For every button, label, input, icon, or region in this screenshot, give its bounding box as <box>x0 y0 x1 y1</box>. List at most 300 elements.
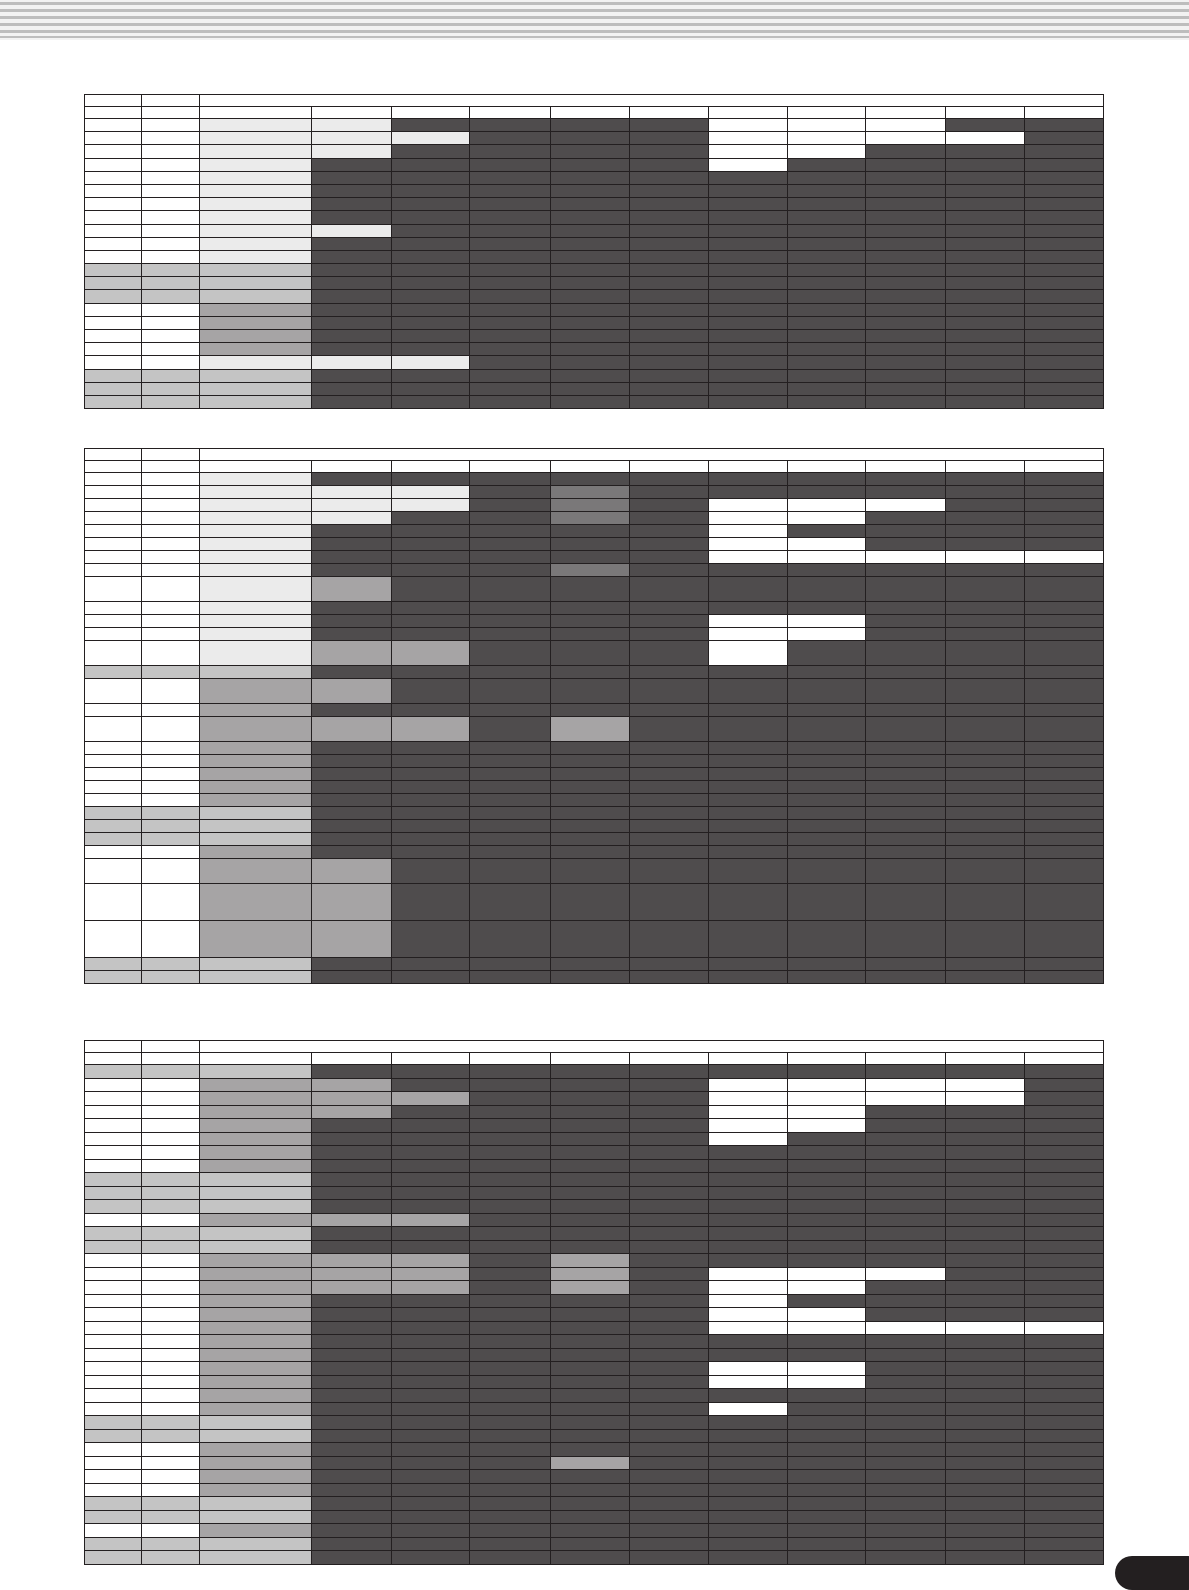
table-cell <box>470 628 550 641</box>
table-cell <box>1025 755 1104 768</box>
table-cell <box>866 1321 945 1335</box>
table-cell <box>312 1294 391 1308</box>
table-cell <box>550 119 629 132</box>
column-header-cell <box>199 461 312 473</box>
table-cell <box>312 602 391 615</box>
table-cell <box>391 525 469 538</box>
table-cell <box>550 1227 629 1241</box>
table-cell <box>945 794 1024 807</box>
table-cell <box>945 1551 1024 1565</box>
table-cell <box>142 768 199 781</box>
table-cell <box>945 473 1024 486</box>
column-header-cell <box>550 107 629 119</box>
table-cell <box>787 486 865 499</box>
table-cell <box>708 237 787 250</box>
table-cell <box>142 1551 199 1565</box>
table-cell <box>945 277 1024 290</box>
table-cell <box>391 1443 469 1457</box>
column-header-cell <box>945 461 1024 473</box>
table-cell <box>470 1078 550 1092</box>
table-cell <box>866 1375 945 1389</box>
table-cell <box>199 395 312 408</box>
table-cell <box>1025 1294 1104 1308</box>
table-header-cell <box>199 1041 1103 1053</box>
table-cell <box>945 224 1024 237</box>
table-cell <box>391 264 469 277</box>
table-cell <box>787 198 865 211</box>
table-cell <box>787 356 865 369</box>
table-cell <box>550 768 629 781</box>
table-cell <box>708 846 787 859</box>
table-title-row <box>85 449 1104 461</box>
table-row <box>85 921 1104 958</box>
table-cell <box>866 1105 945 1119</box>
table-cell <box>391 1294 469 1308</box>
table-cell <box>199 1537 312 1551</box>
table-cell <box>708 768 787 781</box>
table-cell <box>312 486 391 499</box>
table-row <box>85 679 1104 704</box>
table-cell <box>391 1281 469 1295</box>
table-cell <box>1025 277 1104 290</box>
column-header-cell <box>199 1053 312 1065</box>
table-cell <box>550 1308 629 1322</box>
table-cell <box>1025 679 1104 704</box>
table-cell <box>1025 145 1104 158</box>
table-cell <box>550 184 629 197</box>
table-cell <box>142 1186 199 1200</box>
table-cell <box>866 1200 945 1214</box>
table-cell <box>1025 1105 1104 1119</box>
table-cell <box>470 1537 550 1551</box>
table-cell <box>550 755 629 768</box>
table-cell <box>85 237 142 250</box>
table-cell <box>470 525 550 538</box>
table-cell <box>550 158 629 171</box>
table-cell <box>708 395 787 408</box>
page-number-tab <box>1115 1556 1189 1590</box>
table-cell <box>945 564 1024 577</box>
table-cell <box>630 1524 708 1538</box>
table-cell <box>945 1402 1024 1416</box>
table-cell <box>1025 641 1104 666</box>
table-cell <box>630 303 708 316</box>
table-row <box>85 290 1104 303</box>
table-cell <box>787 1281 865 1295</box>
table-cell <box>787 679 865 704</box>
table-cell <box>945 525 1024 538</box>
table-header-cell <box>85 95 142 107</box>
table-cell <box>708 1132 787 1146</box>
table-cell <box>945 1132 1024 1146</box>
table-cell <box>470 1321 550 1335</box>
table-cell <box>391 250 469 263</box>
table-cell <box>312 264 391 277</box>
table-row <box>85 316 1104 329</box>
table-cell <box>1025 303 1104 316</box>
table-cell <box>142 486 199 499</box>
table-row <box>85 1551 1104 1565</box>
table-cell <box>1025 1524 1104 1538</box>
table-cell <box>866 369 945 382</box>
table-cell <box>945 382 1024 395</box>
table-cell <box>470 158 550 171</box>
table-cell <box>550 1497 629 1511</box>
table-row <box>85 499 1104 512</box>
table-cell <box>1025 1159 1104 1173</box>
column-header-cell <box>391 1053 469 1065</box>
table-cell <box>1025 1348 1104 1362</box>
table-cell <box>391 717 469 742</box>
table-cell <box>708 303 787 316</box>
table-cell <box>708 1362 787 1376</box>
table-cell <box>787 330 865 343</box>
table-row <box>85 1443 1104 1457</box>
table-cell <box>142 1510 199 1524</box>
table-cell <box>85 1470 142 1484</box>
table-cell <box>550 330 629 343</box>
table-cell <box>708 316 787 329</box>
table-row <box>85 250 1104 263</box>
table-cell <box>85 921 142 958</box>
table-cell <box>630 1294 708 1308</box>
table-cell <box>866 1389 945 1403</box>
table-cell <box>550 833 629 846</box>
table-cell <box>199 641 312 666</box>
table-cell <box>787 768 865 781</box>
table-cell <box>1025 666 1104 679</box>
table-cell <box>312 615 391 628</box>
table-cell <box>85 1078 142 1092</box>
table-cell <box>787 1186 865 1200</box>
table-cell <box>470 768 550 781</box>
table-cell <box>945 1537 1024 1551</box>
table-cell <box>470 1429 550 1443</box>
table-cell <box>708 628 787 641</box>
column-header-cell <box>708 107 787 119</box>
table-cell <box>945 884 1024 921</box>
table-cell <box>312 820 391 833</box>
table-cell <box>945 628 1024 641</box>
table-cell <box>470 1254 550 1268</box>
table-cell <box>945 184 1024 197</box>
table-cell <box>1025 473 1104 486</box>
table-cell <box>787 833 865 846</box>
table-cell <box>199 316 312 329</box>
table-cell <box>1025 132 1104 145</box>
table-cell <box>787 628 865 641</box>
table-cell <box>630 277 708 290</box>
table-cell <box>470 369 550 382</box>
table-row <box>85 820 1104 833</box>
table-cell <box>312 958 391 971</box>
table-cell <box>391 171 469 184</box>
table-cell <box>199 1173 312 1187</box>
table-cell <box>630 486 708 499</box>
table-cell <box>866 1173 945 1187</box>
table-cell <box>866 564 945 577</box>
table-cell <box>787 132 865 145</box>
table-cell <box>85 132 142 145</box>
table-cell <box>945 577 1024 602</box>
table-cell <box>787 1308 865 1322</box>
table-row <box>85 356 1104 369</box>
table-cell <box>391 704 469 717</box>
table-cell <box>199 1146 312 1160</box>
table-cell <box>866 859 945 884</box>
table-cell <box>630 343 708 356</box>
table-cell <box>142 250 199 263</box>
table-cell <box>708 473 787 486</box>
header-stripes <box>0 0 1189 40</box>
table-row <box>85 564 1104 577</box>
table-cell <box>312 224 391 237</box>
table-cell <box>1025 250 1104 263</box>
table-cell <box>142 1092 199 1106</box>
table-cell <box>630 1456 708 1470</box>
table-cell <box>866 958 945 971</box>
table-row <box>85 1497 1104 1511</box>
table-cell <box>1025 1146 1104 1160</box>
table-cell <box>312 1416 391 1430</box>
table-cell <box>866 551 945 564</box>
table-cell <box>787 755 865 768</box>
table-cell <box>866 277 945 290</box>
table-cell <box>85 1092 142 1106</box>
table-cell <box>630 1105 708 1119</box>
table-cell <box>550 343 629 356</box>
table-cell <box>945 1173 1024 1187</box>
table-cell <box>391 1065 469 1079</box>
table-cell <box>550 512 629 525</box>
table-cell <box>1025 1510 1104 1524</box>
table-cell <box>142 1078 199 1092</box>
table-cell <box>470 1470 550 1484</box>
table-cell <box>312 237 391 250</box>
table-cell <box>945 1348 1024 1362</box>
table-cell <box>787 1092 865 1106</box>
table-cell <box>708 1470 787 1484</box>
table-cell <box>470 1348 550 1362</box>
table-cell <box>866 303 945 316</box>
table-cell <box>945 250 1024 263</box>
column-header-cell <box>470 107 550 119</box>
table-cell <box>470 486 550 499</box>
table-cell <box>312 369 391 382</box>
table-cell <box>142 679 199 704</box>
table-cell <box>470 512 550 525</box>
table-cell <box>470 303 550 316</box>
table-cell <box>142 369 199 382</box>
table-cell <box>630 369 708 382</box>
table-cell <box>1025 382 1104 395</box>
table-cell <box>708 250 787 263</box>
table-cell <box>945 820 1024 833</box>
table-cell <box>945 1524 1024 1538</box>
table-row <box>85 717 1104 742</box>
table-cell <box>866 884 945 921</box>
table-cell <box>391 1402 469 1416</box>
table-cell <box>866 704 945 717</box>
table-cell <box>787 184 865 197</box>
table-cell <box>391 224 469 237</box>
table-cell <box>787 1497 865 1511</box>
table-cell <box>787 859 865 884</box>
table-cell <box>945 1092 1024 1106</box>
table-cell <box>630 198 708 211</box>
table-cell <box>199 768 312 781</box>
table-cell <box>945 1213 1024 1227</box>
table-cell <box>866 237 945 250</box>
table-cell <box>199 198 312 211</box>
table-cell <box>199 564 312 577</box>
table-cell <box>866 145 945 158</box>
table-cell <box>550 211 629 224</box>
table-cell <box>550 525 629 538</box>
table-cell <box>199 1267 312 1281</box>
table-cell <box>866 1119 945 1133</box>
table-cell <box>391 211 469 224</box>
table-cell <box>787 742 865 755</box>
table-row <box>85 807 1104 820</box>
table-cell <box>85 1551 142 1565</box>
table-cell <box>945 290 1024 303</box>
table-cell <box>142 1308 199 1322</box>
table-cell <box>708 1227 787 1241</box>
table-cell <box>630 1551 708 1565</box>
table-cell <box>630 1470 708 1484</box>
table-cell <box>1025 1078 1104 1092</box>
table-cell <box>85 395 142 408</box>
header-stripe <box>0 23 1189 26</box>
table-cell <box>866 1092 945 1106</box>
table-cell <box>630 1078 708 1092</box>
table-cell <box>85 512 142 525</box>
table-cell <box>391 1456 469 1470</box>
table-cell <box>199 499 312 512</box>
table-cell <box>708 884 787 921</box>
table-cell <box>630 119 708 132</box>
table-cell <box>630 679 708 704</box>
table-cell <box>142 264 199 277</box>
table-cell <box>391 742 469 755</box>
table-cell <box>85 1402 142 1416</box>
table-cell <box>470 1402 550 1416</box>
table-cell <box>391 1510 469 1524</box>
table-row <box>85 1470 1104 1484</box>
table-cell <box>945 1186 1024 1200</box>
table-cell <box>142 1105 199 1119</box>
table-cell <box>630 666 708 679</box>
table-cell <box>787 781 865 794</box>
table-cell <box>787 1078 865 1092</box>
table-cell <box>550 1200 629 1214</box>
table-cell <box>630 1429 708 1443</box>
table-cell <box>866 1348 945 1362</box>
table-cell <box>1025 486 1104 499</box>
table-cell <box>866 158 945 171</box>
table-row <box>85 330 1104 343</box>
table-cell <box>470 473 550 486</box>
table-cell <box>1025 1375 1104 1389</box>
table-cell <box>85 755 142 768</box>
table-cell <box>787 1470 865 1484</box>
table-cell <box>142 602 199 615</box>
column-header-cell <box>708 461 787 473</box>
table-cell <box>550 1335 629 1349</box>
table-cell <box>945 1159 1024 1173</box>
table-cell <box>550 1429 629 1443</box>
table-cell <box>142 666 199 679</box>
table-row <box>85 525 1104 538</box>
table-cell <box>142 921 199 958</box>
table-cell <box>630 1092 708 1106</box>
table-cell <box>630 1483 708 1497</box>
table-cell <box>142 198 199 211</box>
table-cell <box>199 679 312 704</box>
table-cell <box>550 807 629 820</box>
table-cell <box>391 1483 469 1497</box>
table-cell <box>391 921 469 958</box>
table-cell <box>199 666 312 679</box>
table-cell <box>708 921 787 958</box>
table-cell <box>550 1321 629 1335</box>
table-cell <box>85 119 142 132</box>
table-cell <box>550 1362 629 1376</box>
table-cell <box>1025 846 1104 859</box>
table-cell <box>85 615 142 628</box>
table-cell <box>199 1294 312 1308</box>
table-cell <box>630 171 708 184</box>
table-row <box>85 1281 1104 1295</box>
table-cell <box>142 1335 199 1349</box>
table-cell <box>312 1335 391 1349</box>
table-cell <box>142 1065 199 1079</box>
table-cell <box>866 1443 945 1457</box>
table-cell <box>945 679 1024 704</box>
table-cell <box>391 1335 469 1349</box>
table-cell <box>945 1200 1024 1214</box>
table-cell <box>630 551 708 564</box>
table-cell <box>199 1132 312 1146</box>
table-cell <box>550 602 629 615</box>
table-cell <box>199 1065 312 1079</box>
table-cell <box>312 1105 391 1119</box>
table-cell <box>470 264 550 277</box>
table-cell <box>470 1240 550 1254</box>
table-cell <box>945 538 1024 551</box>
table-row <box>85 1254 1104 1268</box>
table-cell <box>1025 1132 1104 1146</box>
table-cell <box>866 602 945 615</box>
table-cell <box>866 395 945 408</box>
table-cell <box>470 1551 550 1565</box>
header-stripe <box>0 16 1189 19</box>
table-cell <box>312 807 391 820</box>
table-cell <box>85 742 142 755</box>
table-cell <box>787 820 865 833</box>
table-cell <box>550 486 629 499</box>
table-cell <box>630 356 708 369</box>
table-cell <box>787 473 865 486</box>
table-row <box>85 119 1104 132</box>
table-cell <box>470 119 550 132</box>
table-cell <box>550 1254 629 1268</box>
table-cell <box>550 921 629 958</box>
table-cell <box>391 330 469 343</box>
table-row <box>85 859 1104 884</box>
table-cell <box>312 1510 391 1524</box>
